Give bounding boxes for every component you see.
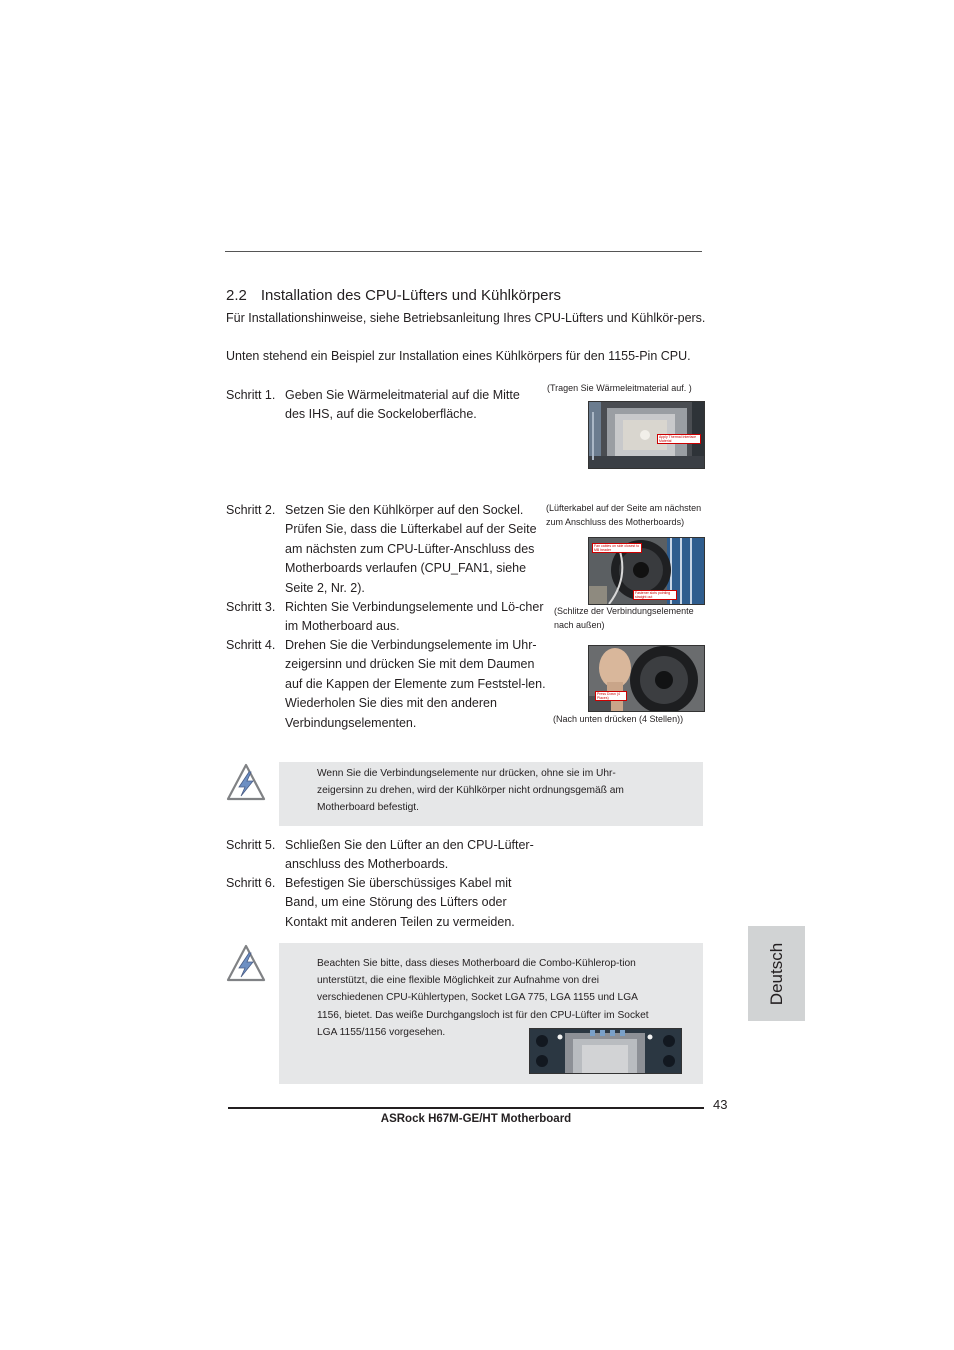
step-1 xyxy=(226,386,556,425)
note-2-text: Beachten Sie bitte, dass dieses Motherboard die Combo-Kühlerop-tion unterstützt, die eine flexible Möglichkeit zur Aufnahme von drei verschiedenen CPU-Kühlertypen, Socket LGA 775, LGA 1155 und LGA 1156, bietet. Das weiße Durchgangsloch ist für den CPU-Lüfter im Socket LGA 1155/1156 vorgesehen. xyxy=(317,958,649,1038)
warning-triangle-icon xyxy=(226,944,266,982)
step-label: Schritt 4. xyxy=(226,638,276,652)
photo1-caption: (Tragen Sie Wärmeleitmaterial auf. ) xyxy=(547,383,692,393)
footer-product-name: ASRock H67M-GE/HT Motherboard xyxy=(380,1113,572,1125)
language-side-tab xyxy=(748,926,805,1021)
section-number: 2.2 xyxy=(226,287,247,304)
step-text: Befestigen Sie überschüssiges Kabel mit Band, um eine Störung des Lüfters oder Kontakt mit anderen Teilen zu vermeiden. xyxy=(285,876,515,929)
step-5 xyxy=(226,836,556,875)
top-rule xyxy=(225,251,702,252)
note-box-1 xyxy=(279,762,703,826)
press-down-photo xyxy=(588,645,705,712)
step-6 xyxy=(226,874,556,932)
page-number: 43 xyxy=(713,1097,728,1112)
thermal-paste-photo xyxy=(588,401,705,469)
step-label: Schritt 3. xyxy=(226,600,276,614)
photo2-caption-line1: (Lüfterkabel auf der Seite am nächsten xyxy=(546,503,702,513)
step-text: Schließen Sie den Lüfter an den CPU-Lüfter-anschluss des Motherboards. xyxy=(285,838,534,872)
photo3-caption: (Nach unten drücken (4 Stellen)) xyxy=(553,714,684,724)
photo2b-caption-line2: nach außen) xyxy=(554,620,605,630)
photo2-label-bottom: Fastener slots pointing straight out xyxy=(633,590,677,600)
step-text: Setzen Sie den Kühlkörper auf den Sockel. Prüfen Sie, dass die Lüfterkabel auf der Seite am nächsten zum CPU-Lüfter-Anschluss des Motherboards verlaufen (CPU_FAN1, siehe Seite 2, Nr. 2). xyxy=(285,503,537,595)
section-heading xyxy=(226,287,561,304)
section-title: Installation des CPU-Lüfters und Kühlkörpers xyxy=(260,287,562,304)
intro-paragraph-1: Für Installationshinweise, siehe Betriebsanleitung Ihres CPU-Lüfters und Kühlkör-pers. xyxy=(226,311,706,325)
photo3-label: Press Down (4 Places) xyxy=(595,691,627,701)
step-label: Schritt 5. xyxy=(226,838,276,852)
step-text: Richten Sie Verbindungselemente und Lö-cher im Motherboard aus. xyxy=(285,600,544,634)
step-2 xyxy=(226,501,556,598)
step-3 xyxy=(226,598,556,637)
photo2-label-top: Fan cables on side closest to MB header xyxy=(592,543,642,553)
note-1-text: Wenn Sie die Verbindungselemente nur drücken, ohne sie im Uhr-zeigersinn zu drehen, wird der Kühlkörper nicht ordnungsgemäß am Motherboard befestigt. xyxy=(317,768,624,814)
note-box-2 xyxy=(279,943,703,1084)
step-label: Schritt 1. xyxy=(226,388,276,402)
heatsink-cable-photo xyxy=(588,537,705,605)
step-text: Drehen Sie die Verbindungselemente im Uhr-zeigersinn und drücken Sie mit dem Daumen auf die Kappen der Elemente zum Feststel-len. Wiederholen Sie dies mit den anderen Verbindungselementen. xyxy=(285,638,546,730)
step-label: Schritt 2. xyxy=(226,503,276,517)
step-4 xyxy=(226,636,556,733)
step-text: Geben Sie Wärmeleitmaterial auf die Mitte des IHS, auf die Sockeloberfläche. xyxy=(285,388,520,422)
side-tab-label: Deutsch xyxy=(766,942,786,1005)
intro-paragraph-2: Unten stehend ein Beispiel zur Installation eines Kühlkörpers für den 1155-Pin CPU. xyxy=(226,349,691,363)
step-label: Schritt 6. xyxy=(226,876,276,890)
photo2-caption-line2: zum Anschluss des Motherboards) xyxy=(546,517,685,527)
warning-triangle-icon xyxy=(226,763,266,801)
photo1-label: Apply Thermal Interface Material xyxy=(657,434,701,444)
photo2b-caption-line1: (Schlitze der Verbindungselemente xyxy=(554,606,694,616)
bottom-rule xyxy=(228,1107,704,1109)
socket-photo xyxy=(529,1028,682,1074)
